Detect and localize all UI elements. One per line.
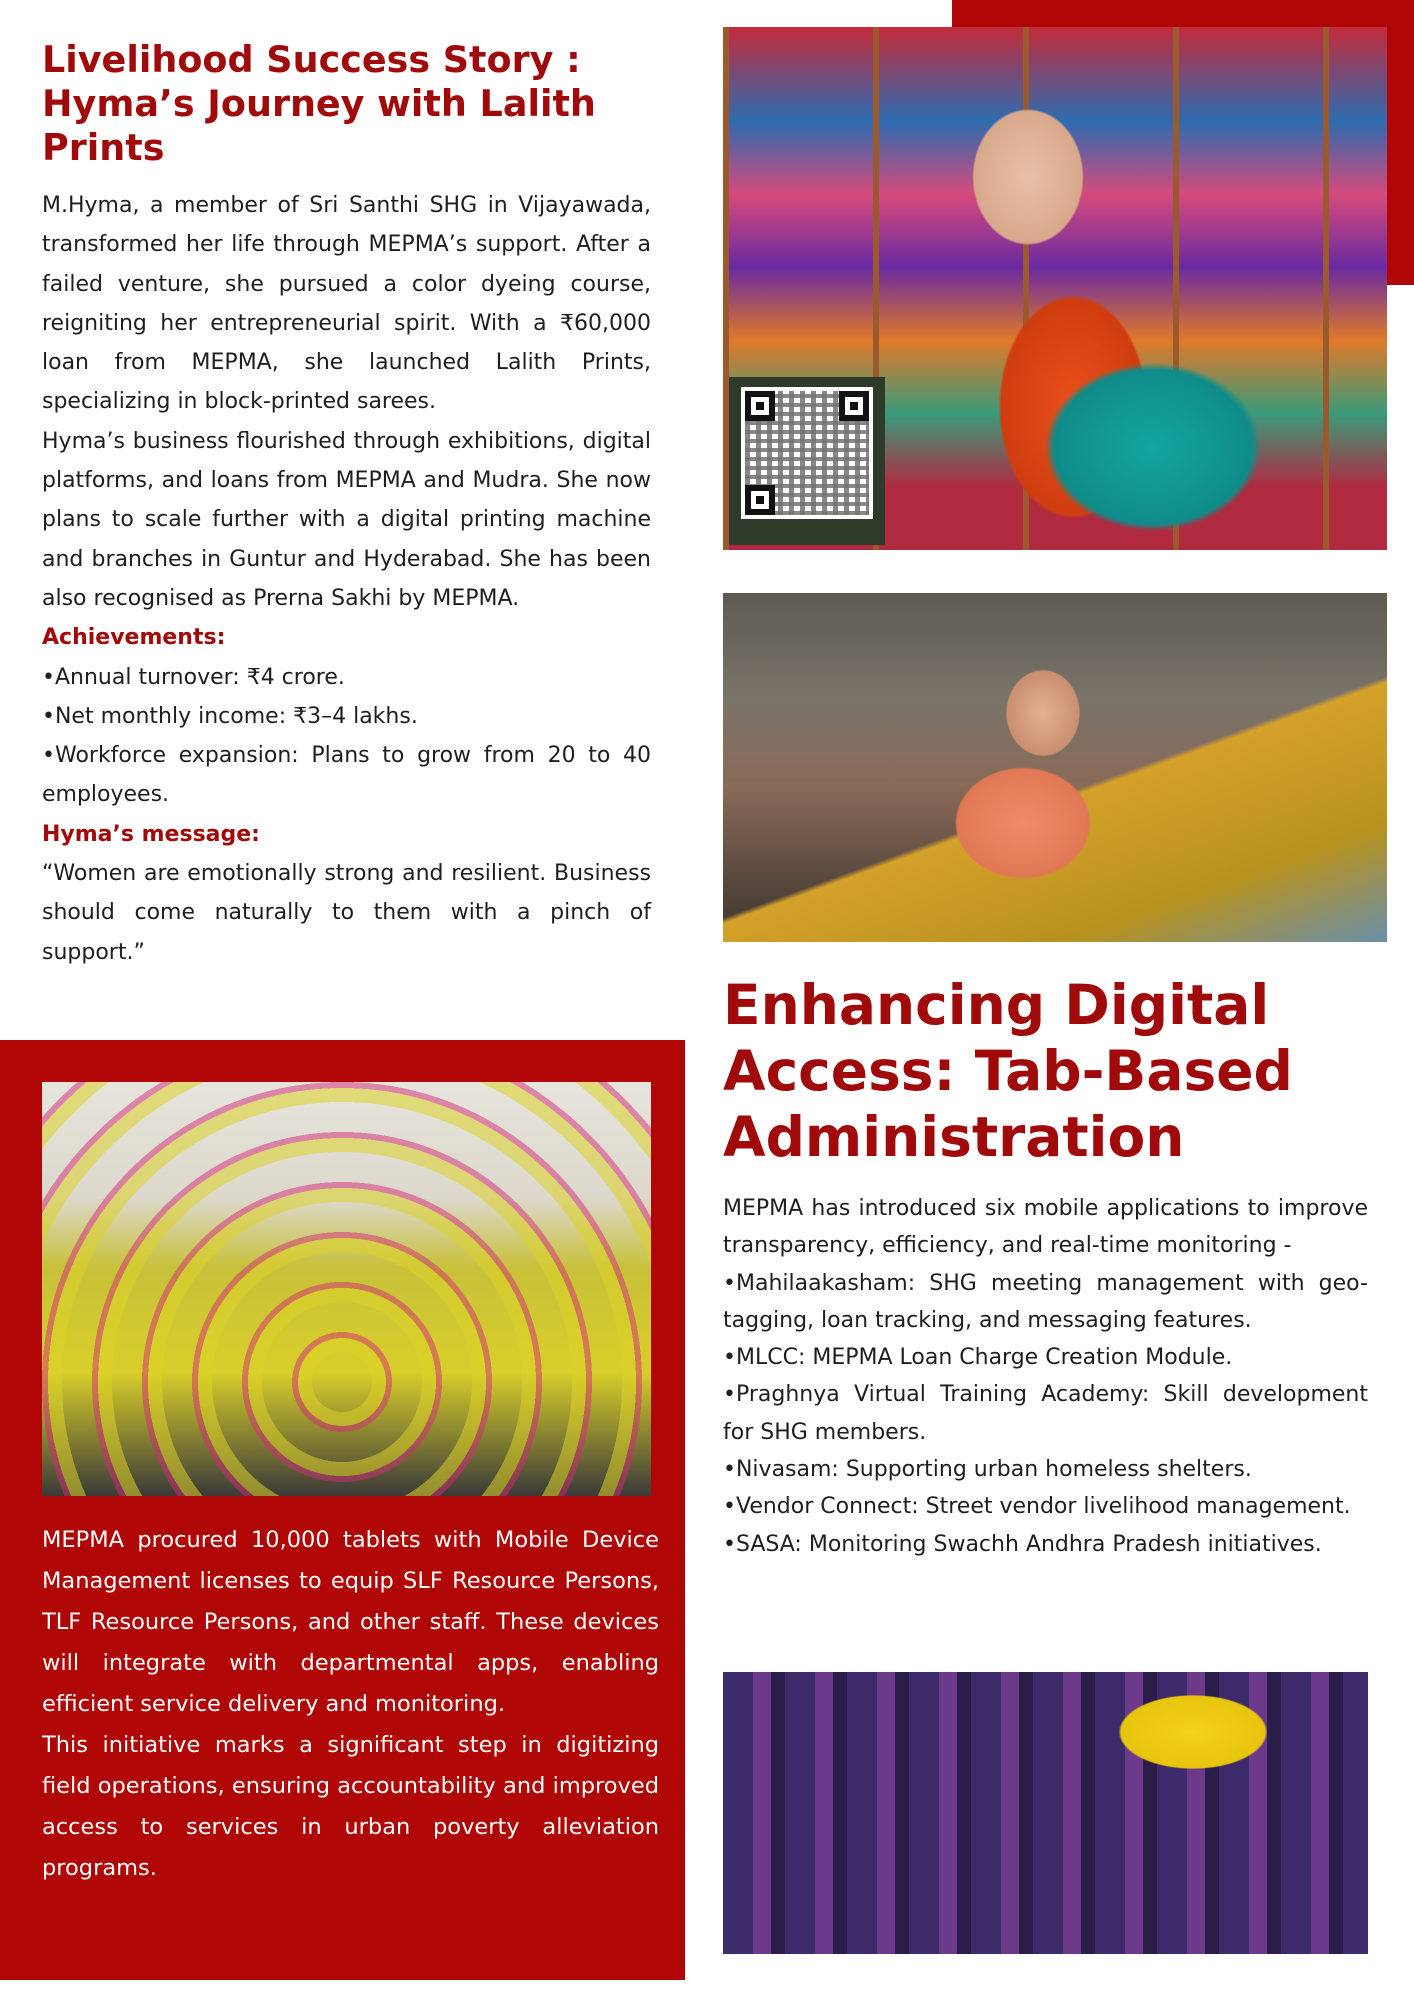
digital-intro: MEPMA has introduced six mobile applications to improve transparency, efficiency, and real-time monitoring - (723, 1196, 1368, 1259)
story-title: Livelihood Success Story : Hyma’s Journey with Lalith Prints (42, 38, 596, 169)
story-paragraph: M.Hyma, a member of Sri Santhi SHG in Vijayawada, transformed her life through MEPMA’s support. After a failed venture, she pursued a color dyeing course, reigniting her entrepreneurial spirit. With a ₹60,000 loan from MEPMA, she launched Lalith Prints, specializing in block-printed sarees. (42, 193, 651, 415)
app-item: •Praghnya Virtual Training Academy: Skill development for SHG members. (723, 1382, 1368, 1445)
digital-access-body (723, 1190, 1368, 1563)
hyma-saree-photo (723, 27, 1387, 550)
app-item: •MLCC: MEPMA Loan Charge Creation Module. (723, 1345, 1233, 1371)
tablets-paragraph: MEPMA procured 10,000 tablets with Mobile Device Management licenses to equip SLF Resource Persons, TLF Resource Persons, and other staff. These devices will integrate with departmental apps, enabling efficient service delivery and monitoring. (42, 1527, 659, 1717)
achievement-item: •Workforce expansion: Plans to grow from 20 to 40 employees. (42, 743, 651, 808)
tablets-text (42, 1520, 659, 1889)
story-paragraph: Hyma’s business flourished through exhibitions, digital platforms, and loans from MEPMA and Mudra. She now plans to scale further with a digital printing machine and branches in Guntur and Hyderabad. She has been also recognised as Prerna Sakhi by MEPMA. (42, 428, 651, 611)
group-tablet-handover-photo (723, 1672, 1368, 1954)
app-item: •Nivasam: Supporting urban homeless shelters. (723, 1457, 1252, 1483)
message-heading: Hyma’s message: (42, 821, 260, 847)
block-printing-photo (723, 593, 1387, 942)
achievement-item: •Annual turnover: ₹4 crore. (42, 664, 345, 690)
qr-code[interactable] (741, 387, 873, 519)
hyma-quote: “Women are emotionally strong and resilient. Business should come naturally to them with a pinch of support.” (42, 861, 651, 965)
qr-code-panel (729, 377, 885, 545)
digital-access-title: Enhancing Digital Access: Tab-Based Administration (723, 973, 1293, 1169)
tablet-distribution-photo (42, 1082, 651, 1496)
tablets-paragraph: This initiative marks a significant step in digitizing field operations, ensuring accountability and improved access to services in urban poverty alleviation programs. (42, 1732, 659, 1881)
app-item: •Vendor Connect: Street vendor livelihood management. (723, 1494, 1351, 1520)
achievement-item: •Net monthly income: ₹3–4 lakhs. (42, 703, 418, 729)
story-body (42, 186, 651, 972)
app-item: •SASA: Monitoring Swachh Andhra Pradesh initiatives. (723, 1531, 1322, 1557)
app-item: •Mahilaakasham: SHG meeting management with geo-tagging, loan tracking, and messaging features. (723, 1270, 1368, 1333)
achievements-heading: Achievements: (42, 625, 226, 651)
